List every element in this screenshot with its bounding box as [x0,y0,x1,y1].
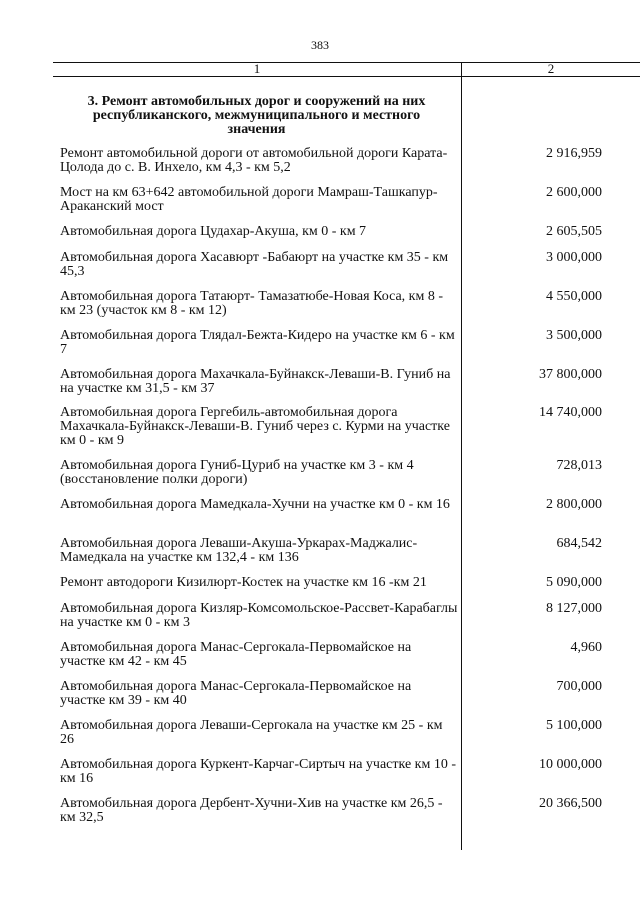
row-description: Автомобильная дорога Манас-Сергокала-Первомайское на участке км 39 - км 40 [60,679,412,708]
row-amount: 8 127,000 [546,601,602,616]
row-amount: 700,000 [556,679,602,694]
row-description: Автомобильная дорога Манас-Сергокала-Первомайское на участке км 42 - км 45 [60,640,412,669]
row-description: Ремонт автомобильной дороги от автомобильной дороги Карата-Цолода до с. В. Инхело, км 4,3 - км 5,2 [60,146,448,175]
row-amount: 14 740,000 [539,405,602,420]
row-amount: 20 366,500 [539,796,602,811]
row-description: Автомобильная дорога Тлядал-Бежта-Кидеро на участке км 6 - км 7 [60,328,455,357]
row-description: Мост на км 63+642 автомобильной дороги Мамраш-Ташкапур-Араканский мост [60,185,438,214]
row-description: Автомобильная дорога Гергебиль-автомобильная дорога Махачкала-Буйнакск-Леваши-В. Гуниб через с. Курми на участке км 0 - км 9 [60,405,450,448]
row-amount: 10 000,000 [539,757,602,772]
row-amount: 3 000,000 [546,250,602,265]
column-divider [461,62,462,850]
row-description: Автомобильная дорога Махачкала-Буйнакск-Леваши-В. Гуниб на на участке км 31,5 - км 37 [60,367,451,396]
row-description: Автомобильная дорога Цудахар-Акуша, км 0 - км 7 [60,224,367,239]
column-header-2: 2 [547,61,555,76]
row-amount: 4,960 [570,640,602,655]
row-amount: 728,013 [556,458,602,473]
row-amount: 37 800,000 [539,367,602,382]
row-amount: 2 605,505 [546,224,602,239]
row-description: Автомобильная дорога Гуниб-Цуриб на участке км 3 - км 4 (восстановление полки дороги) [60,458,414,487]
row-description: Ремонт автодороги Кизилюрт-Костек на участке км 16 -км 21 [60,575,427,590]
row-description: Автомобильная дорога Хасавюрт -Бабаюрт на участке км 35 - км 45,3 [60,250,449,279]
row-description: Автомобильная дорога Мамедкала-Хучни на участке км 0 - км 16 [60,497,450,512]
row-amount: 3 500,000 [546,328,602,343]
row-amount: 2 800,000 [546,497,602,512]
row-description: Автомобильная дорога Леваши-Акуша-Уркарах-Маджалис-Мамедкала на участке км 132,4 - км 136 [60,536,418,565]
column-header-1: 1 [253,61,261,76]
row-description: Автомобильная дорога Леваши-Сергокала на участке км 25 - км 26 [60,718,443,747]
row-description: Автомобильная дорога Татаюрт- Тамазатюбе-Новая Коса, км 8 - км 23 (участок км 8 - км 12) [60,289,443,318]
row-amount: 2 600,000 [546,185,602,200]
row-amount: 5 100,000 [546,718,602,733]
row-amount: 2 916,959 [546,146,602,161]
row-description: Автомобильная дорога Куркент-Карчаг-Сиртыч на участке км 10 - км 16 [60,757,457,786]
page-number: 383 [311,38,329,52]
row-amount: 684,542 [556,536,602,551]
row-amount: 5 090,000 [546,575,602,590]
row-description: Автомобильная дорога Дербент-Хучни-Хив на участке км 26,5 - км 32,5 [60,796,443,825]
row-amount: 4 550,000 [546,289,602,304]
row-description: Автомобильная дорога Кизляр-Комсомольское-Рассвет-Карабаглы на участке км 0 - км 3 [60,601,458,630]
section-title: 3. Ремонт автомобильных дорог и сооружений на них республиканского, межмуниципального и местного значения [87,94,426,137]
